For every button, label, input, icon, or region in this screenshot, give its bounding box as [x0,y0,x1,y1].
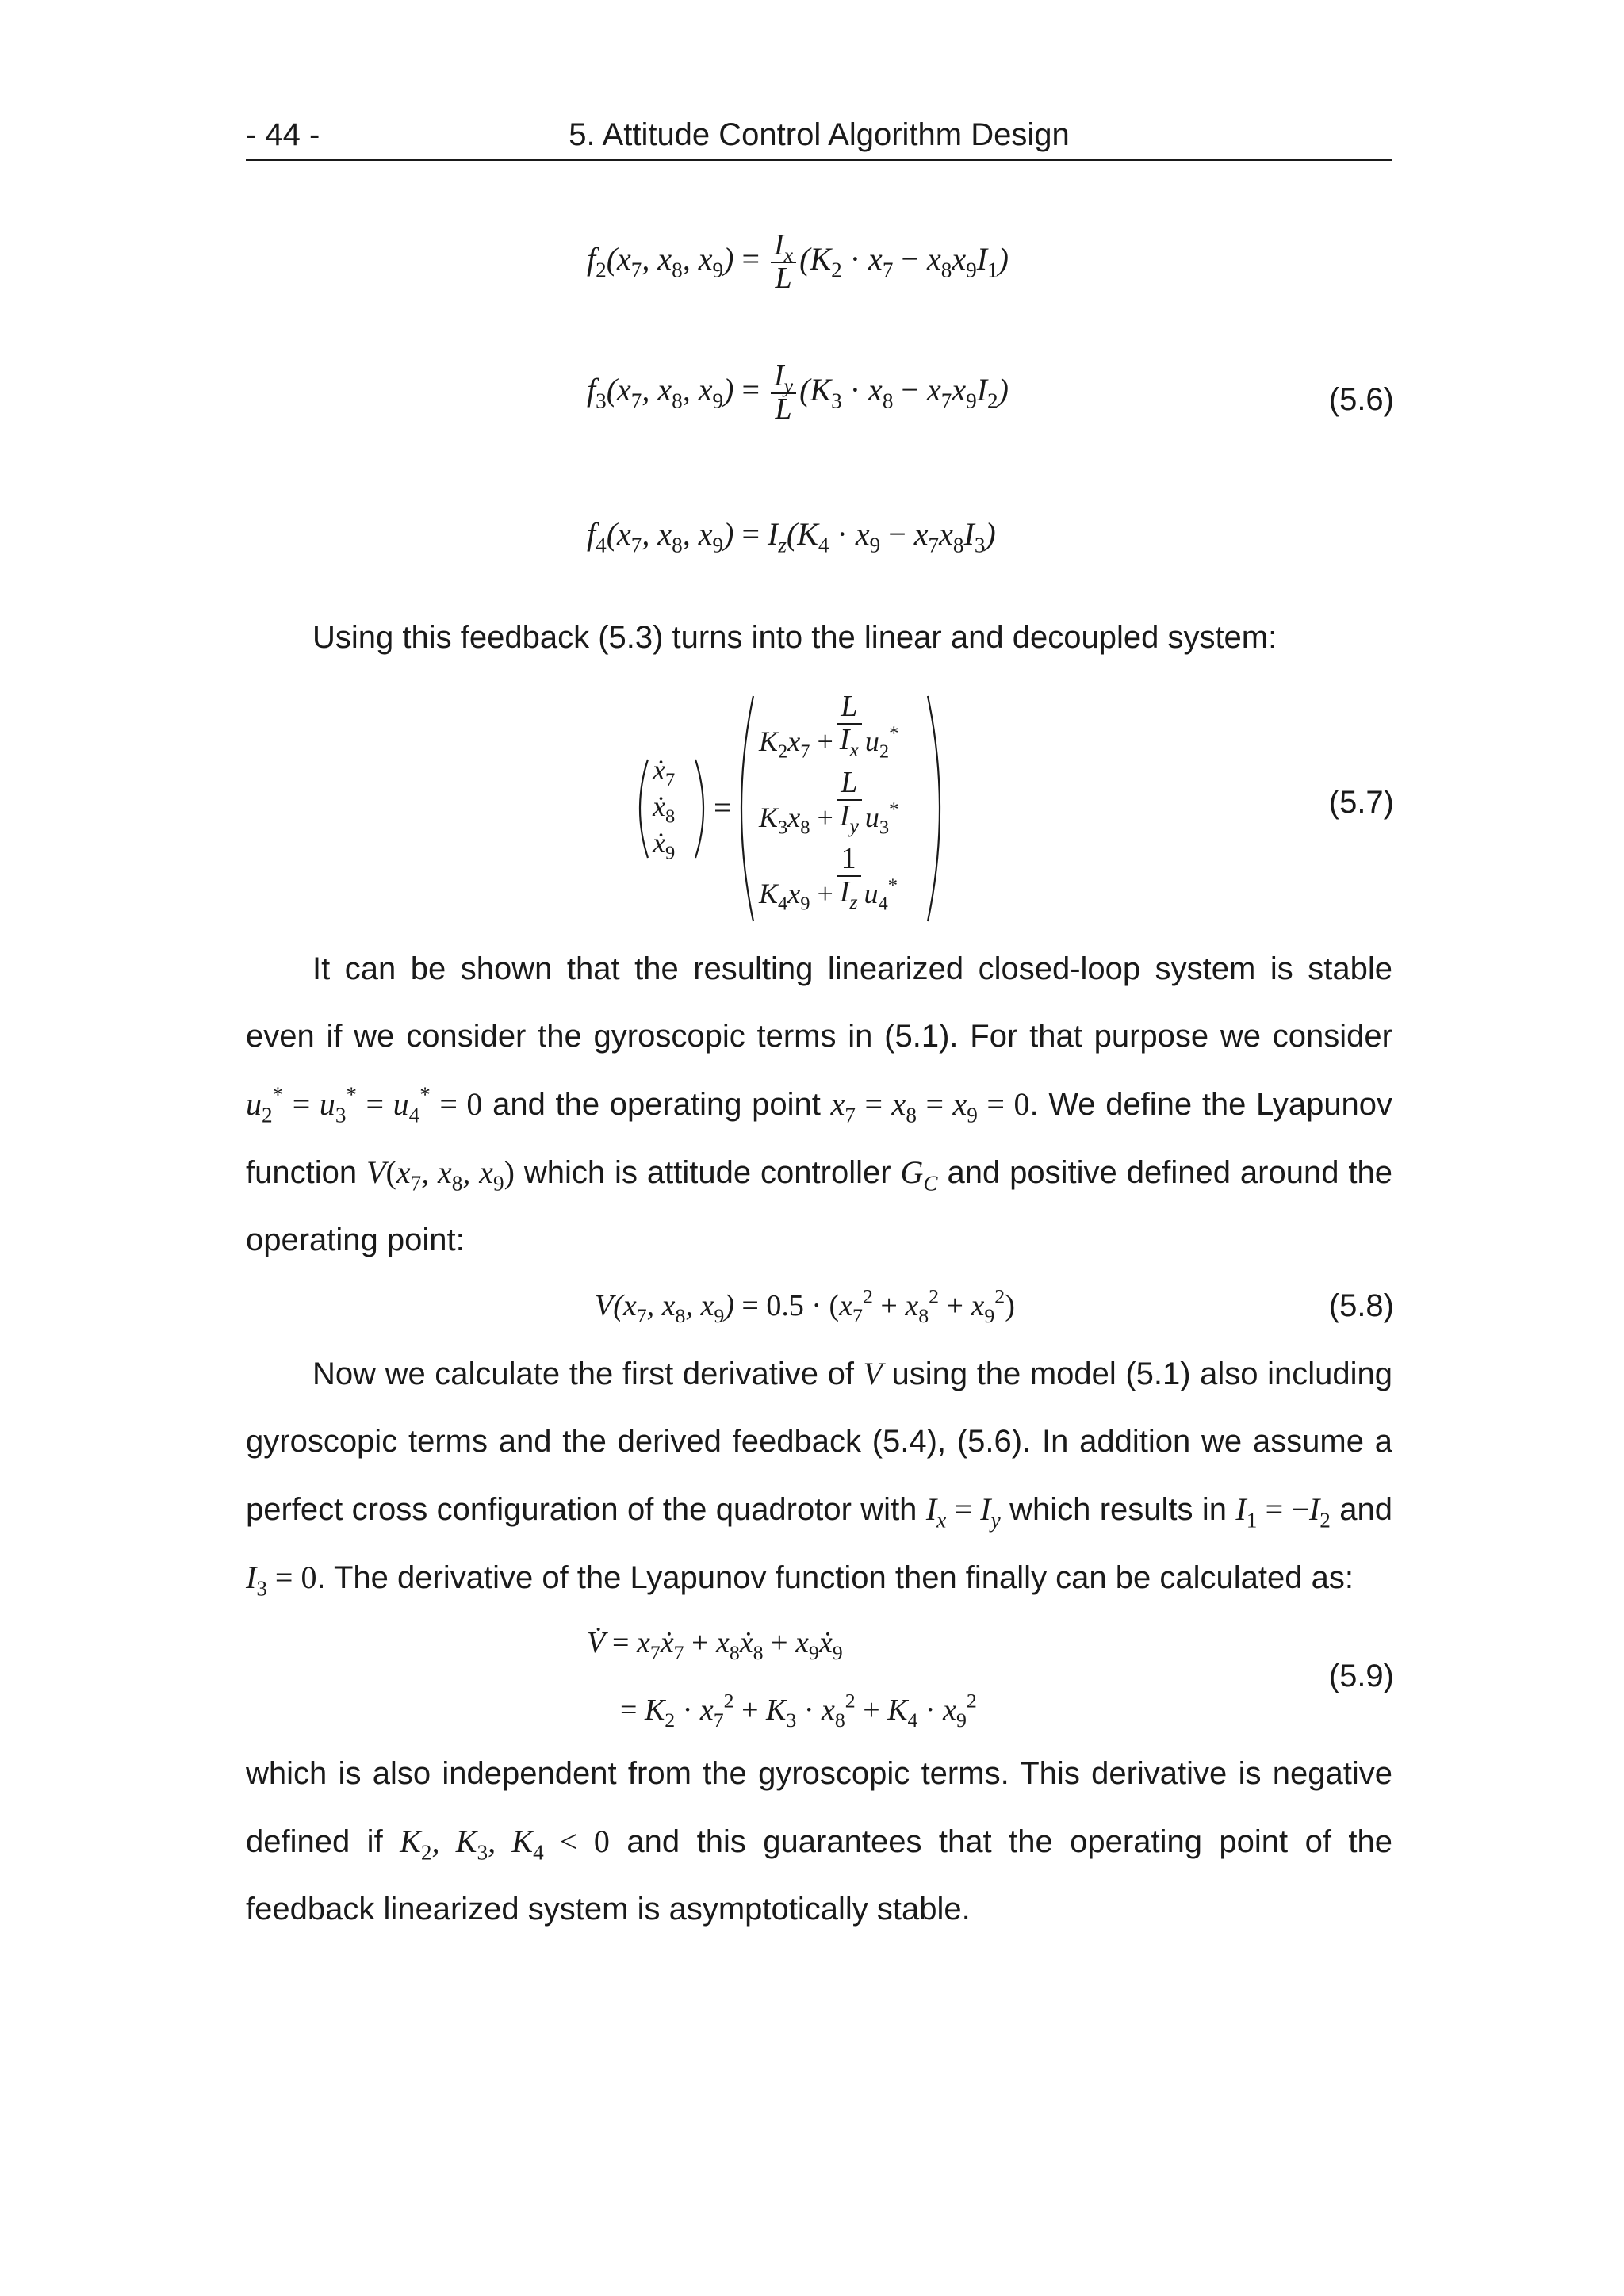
equation-derivative-line-1: V̇ = $x_7ẋ_7$ + $x_8ẋ_8$ + $x_9ẋ_9$ [587,1626,843,1665]
paragraph-derivative: Now we calculate the first derivative of V using the model (5.1) also including gyroscopic terms and the derived feedback (5.4), (5.6). In addition we assume a perfect cross configuration of the quadrotor with $I_x = I_y$ which results in $I_1 = -I_2$ and $I_3 = 0$. The derivative of the Lyapunov function then finally can be calculated as: [246,1356,1393,1601]
paragraph-text: . We define the Lyapunov function [246,1087,1393,1190]
paragraph-stability: It can be shown that the resulting linearized closed-loop system is stable even if we consider the gyroscopic terms in (5.1). For that purpose we consider $u_2^* = u_3^* = u_4^* = 0$ and the operating point $x_7 = x_8 = x_9 = 0$. We define the Lyapunov function $V(x_7$, $x_8$, $x_9$) which is attitude controller $G_C$ and positive defined around the operating point: [246,951,1393,1257]
paragraph-text: Now we calculate the first derivative of [312,1357,854,1391]
page-header [246,117,1392,162]
paragraph-text: which is attitude controller [523,1155,891,1190]
paragraph-text: Using this feedback (5.3) turns into the linear and decoupled system: [312,620,1277,655]
paragraph-text: which is also independent from the gyroscopic terms. This derivative is negative defined if [246,1756,1392,1859]
equation-number-5-9: (5.9) [1328,1659,1394,1693]
matrix-row-3: $K_4x_9$ + $\frac{1}{I_z}$ $u_4^*$ [759,842,898,915]
page-number: - 44 - [246,117,320,152]
equals-sign: = [714,790,732,825]
paragraph-conclusion: which is also independent from the gyroscopic terms. This derivative is negative defined if $K_2$, $K_3$, $K_4 < 0$ and this guarantees that the operating point of the feedback linearized system is asymptotically stable. [246,1756,1393,1927]
paragraph-feedback-intro [246,604,1392,672]
equation-number-5-6: (5.6) [1328,382,1394,417]
paragraph-text: and the operating point [492,1087,821,1122]
paragraph-text: and this guarantees that the operating point of the feedback linearized system is asymptotically stable. [246,1824,1393,1927]
paragraph-text: and [1339,1492,1393,1527]
equation-5-7 [630,690,948,928]
equation-lyapunov: $V(x_7$, $x_8$, $x_9) = 0.5 \cdot (x_7^2 + x_8^2 + x_9^2)$ [595,1284,1015,1328]
paragraph-text: and positive defined around the operating point: [246,1155,1392,1257]
paragraph-text: using the model (5.1) also including gyroscopic terms and the derived feedback (5.4), (5.6). In addition we assume a perfect cross configuration of the quadrotor with [246,1357,1392,1527]
equation-number-5-8: (5.8) [1328,1288,1394,1323]
state-derivative-vector: ẋ$_7$ ẋ$_8$ ẋ$_9$ [653,754,676,864]
equation-derivative-line-2: = $K_2 \cdot x_7^2 + K_3 \cdot x_8^2 + K_4 \cdot x_9^2$ [620,1689,977,1732]
header-rule [246,159,1392,161]
paragraph-text: It can be shown that the resulting linearized closed-loop system is stable even if we consider the gyroscopic terms in (5.1). For that purpose we consider [246,951,1392,1054]
equation-f4: $f_4(x_7$, $x_8$, $x_9) = I_z(K_4 \cdot x_9 - x_7x_8I_3)$ [587,516,996,557]
matrix-row-2: $K_3x_8$ + $\frac{L}{I_y}$ $u_3^*$ [759,766,899,839]
equation-number-5-7: (5.7) [1328,785,1394,820]
chapter-title: 5. Attitude Control Algorithm Design [569,117,1070,152]
paragraph-text: which results in [1009,1492,1228,1527]
matrix-row-1: $K_2x_7$ + $\frac{L}{I_x}$ $u_2^*$ [759,690,899,763]
paragraph-text: . The derivative of the Lyapunov function then finally can be calculated as: [316,1560,1354,1595]
equation-f3: $f_3(x_7$, $x_8$, $x_9$) = $\frac{I_y}{L}$ $(K_3 \cdot x_8 - x_7x_9I_2)$ [587,359,1009,426]
equation-f2: $f_2(x_7$, $x_8$, $x_9$) = $\frac{I_x}{L}$ $(K_2 \cdot x_7 - x_8x_9I_1)$ [587,228,1009,295]
